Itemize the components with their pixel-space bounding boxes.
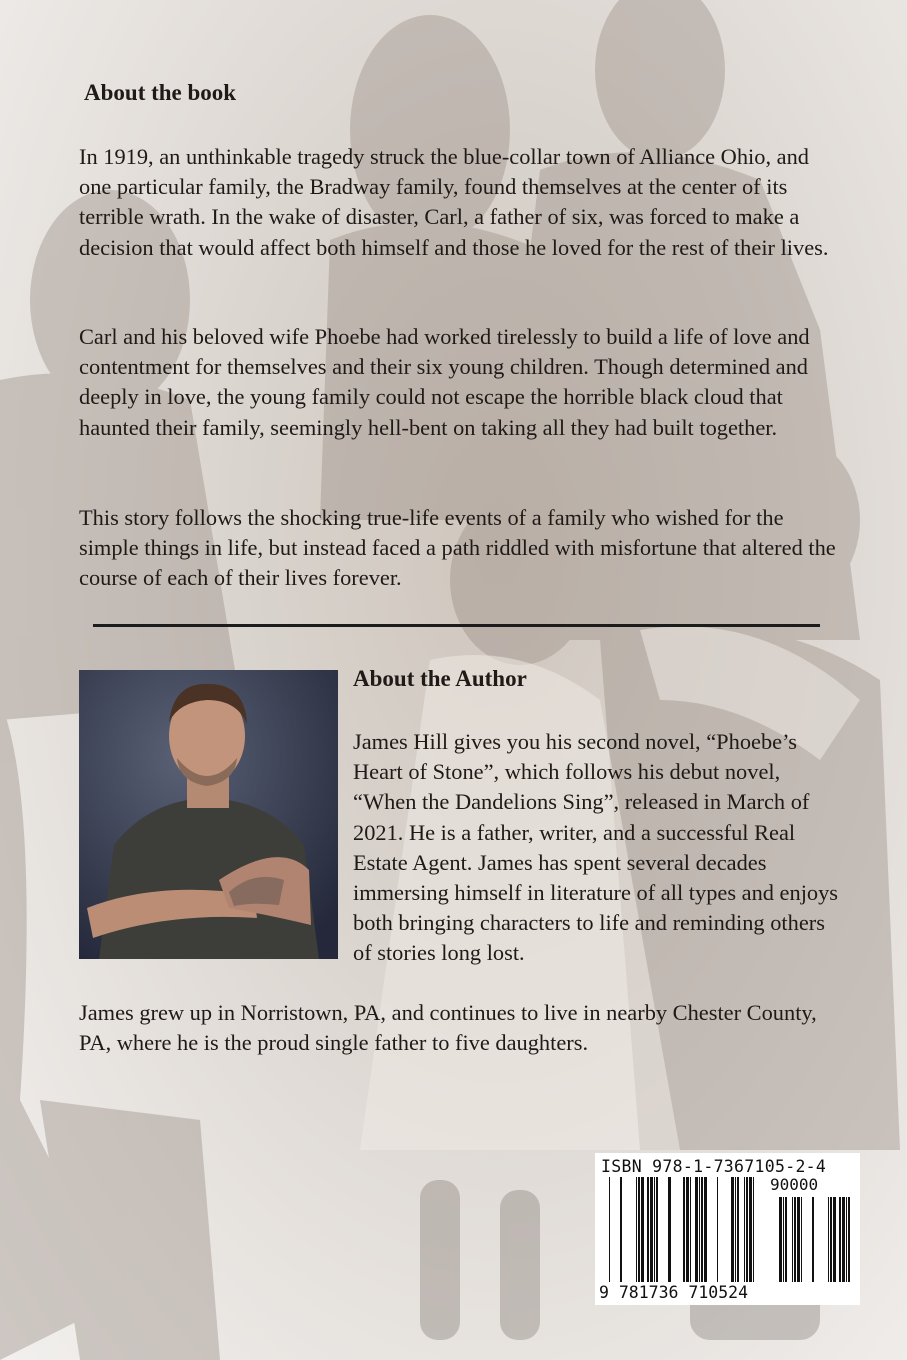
about-book-paragraph-3: This story follows the shocking true-life events of a family who wished for the simple things in life, but instead faced a path riddled with misfortune that altered the course of each of their lives forever.	[79, 505, 836, 591]
author-closing: James grew up in Norristown, PA, and continues to live in nearby Chester County, PA, where he is the proud single father to five daughters.	[79, 1000, 817, 1056]
about-book-paragraph-2: Carl and his beloved wife Phoebe had worked tirelessly to build a life of love and contentment for themselves and their six young children. Though determined and deeply in love, the young family could not escape the horrible black cloud that haunted their family, seemingly hell-bent on taking all they had built together.	[79, 324, 810, 440]
price-code: 90000	[770, 1175, 819, 1194]
about-book-paragraph-1: In 1919, an unthinkable tragedy struck the blue-collar town of Alliance Ohio, and one particular family, the Bradway family, found themselves at the center of its terrible wrath. In the wake of disaster, Carl, a father of six, was forced to make a decision that would affect both himself and those he loved for the rest of their lives.	[79, 144, 829, 260]
isbn-label: ISBN 978-1-7367105-2-4	[601, 1157, 827, 1176]
author-photo	[79, 670, 338, 959]
author-bio: James Hill gives you his second novel, “Phoebe’s Heart of Stone”, which follows his debut novel, “When the Dandelions Sing”, released in March of 2021. He is a father, writer, and a successful Real Estate Agent. James has spent several decades immersing himself in literature of all types and enjoys both bringing characters to life and reminding others of stories long lost.	[353, 729, 839, 966]
about-book-heading: About the book	[84, 80, 237, 105]
ean-digits: 9 781736 710524	[599, 1283, 749, 1302]
about-author-heading: About the Author	[353, 666, 527, 691]
isbn-barcode	[595, 1153, 860, 1305]
section-divider	[93, 624, 820, 627]
